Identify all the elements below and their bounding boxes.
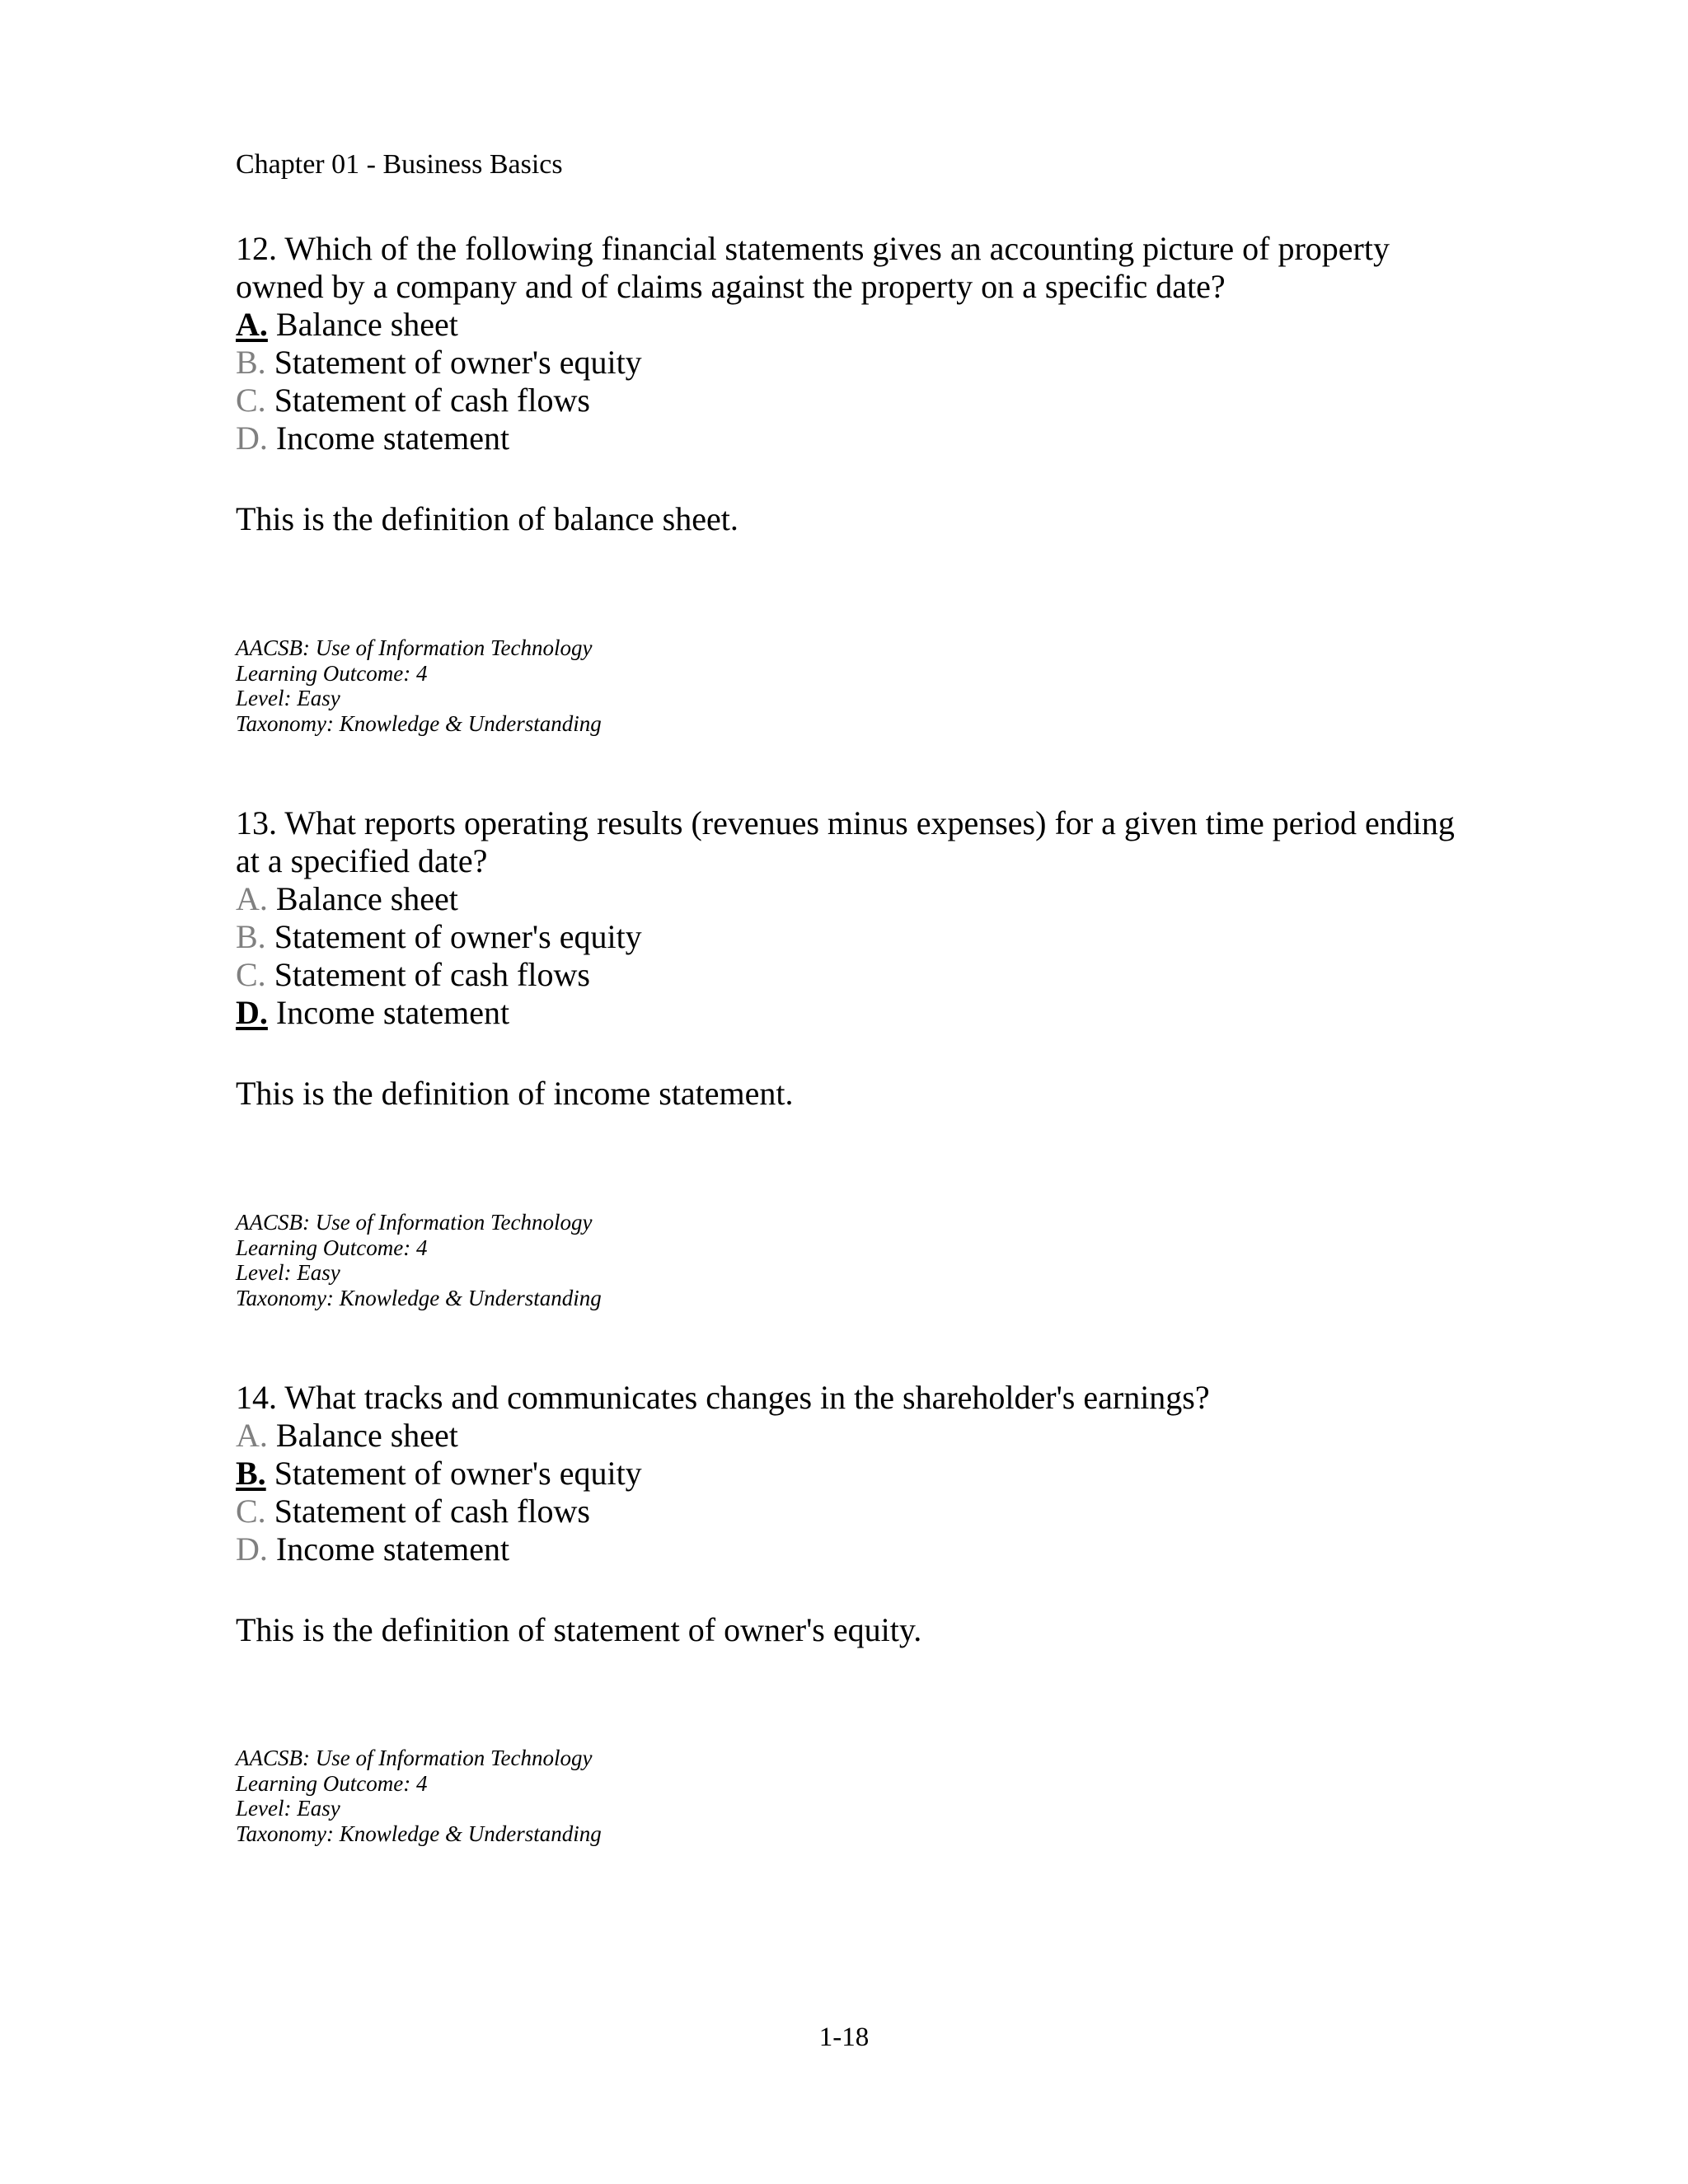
question-14-metadata: [236, 1746, 602, 1846]
answer-choices: [236, 1417, 1472, 1568]
choice-text: Statement of cash flows: [265, 1493, 590, 1530]
choice-letter: C.: [236, 1493, 266, 1530]
learning-outcome-tag: Learning Outcome: 4: [236, 1235, 428, 1260]
choice-text: Balance sheet: [267, 1417, 458, 1454]
choice-letter: B.: [236, 1455, 266, 1492]
explanation: This is the definition of statement of owner's equity.: [236, 1611, 922, 1648]
choice-b: [236, 344, 1472, 382]
choice-b: [236, 1455, 1472, 1493]
choice-letter: B.: [236, 918, 266, 955]
aacsb-tag: AACSB: Use of Information Technology: [236, 1210, 593, 1235]
choice-letter: A.: [236, 1417, 268, 1454]
taxonomy-tag: Taxonomy: Knowledge & Understanding: [236, 1285, 602, 1310]
choice-letter: C.: [236, 956, 266, 993]
choice-d: [236, 994, 1472, 1032]
page-number: 1-18: [818, 2022, 870, 2052]
level-tag: Level: Easy: [236, 1260, 340, 1285]
choice-a: [236, 306, 1472, 344]
choice-text: Income statement: [267, 994, 510, 1031]
choice-letter: D.: [236, 994, 268, 1031]
choice-text: Statement of cash flows: [265, 382, 590, 419]
question-text: 12. Which of the following financial statements gives an accounting picture of property owned by a company and of claims against the property on a specific date?: [236, 230, 1390, 305]
answer-choices: [236, 306, 1472, 457]
chapter-header: Chapter 01 - Business Basics: [236, 149, 563, 180]
level-tag: Level: Easy: [236, 1796, 340, 1821]
choice-text: Balance sheet: [267, 880, 458, 917]
question-text: 14. What tracks and communicates changes in the shareholder's earnings?: [236, 1379, 1210, 1416]
choice-text: Statement of owner's equity: [265, 1455, 642, 1492]
choice-letter: A.: [236, 880, 268, 917]
taxonomy-tag: Taxonomy: Knowledge & Understanding: [236, 1821, 602, 1846]
choice-letter: A.: [236, 306, 268, 343]
aacsb-tag: AACSB: Use of Information Technology: [236, 1746, 593, 1770]
explanation: This is the definition of balance sheet.: [236, 500, 738, 537]
question-13-metadata: [236, 1210, 602, 1310]
choice-text: Income statement: [267, 1530, 510, 1568]
taxonomy-tag: Taxonomy: Knowledge & Understanding: [236, 710, 602, 736]
choice-c: [236, 382, 1472, 419]
choice-text: Income statement: [267, 419, 510, 457]
choice-b: [236, 918, 1472, 956]
choice-d: [236, 1530, 1472, 1568]
choice-letter: B.: [236, 344, 266, 381]
question-12-metadata: [236, 635, 602, 736]
choice-a: [236, 1417, 1472, 1455]
choice-text: Statement of cash flows: [265, 956, 590, 993]
learning-outcome-tag: Learning Outcome: 4: [236, 660, 428, 686]
question-14: [236, 1379, 1472, 1649]
level-tag: Level: Easy: [236, 686, 340, 710]
choice-a: [236, 880, 1472, 918]
learning-outcome-tag: Learning Outcome: 4: [236, 1770, 428, 1796]
choice-letter: D.: [236, 419, 268, 457]
question-13: [236, 804, 1472, 1113]
choice-d: [236, 419, 1472, 457]
choice-c: [236, 1493, 1472, 1530]
answer-choices: [236, 880, 1472, 1032]
choice-letter: D.: [236, 1530, 268, 1568]
choice-text: Balance sheet: [267, 306, 458, 343]
question-text: 13. What reports operating results (revenues minus expenses) for a given time period ending at a specified date?: [236, 804, 1455, 879]
choice-c: [236, 956, 1472, 994]
aacsb-tag: AACSB: Use of Information Technology: [236, 635, 593, 660]
explanation: This is the definition of income statement.: [236, 1075, 794, 1112]
question-12: [236, 230, 1472, 538]
choice-text: Statement of owner's equity: [265, 344, 642, 381]
choice-text: Statement of owner's equity: [265, 918, 642, 955]
choice-letter: C.: [236, 382, 266, 419]
